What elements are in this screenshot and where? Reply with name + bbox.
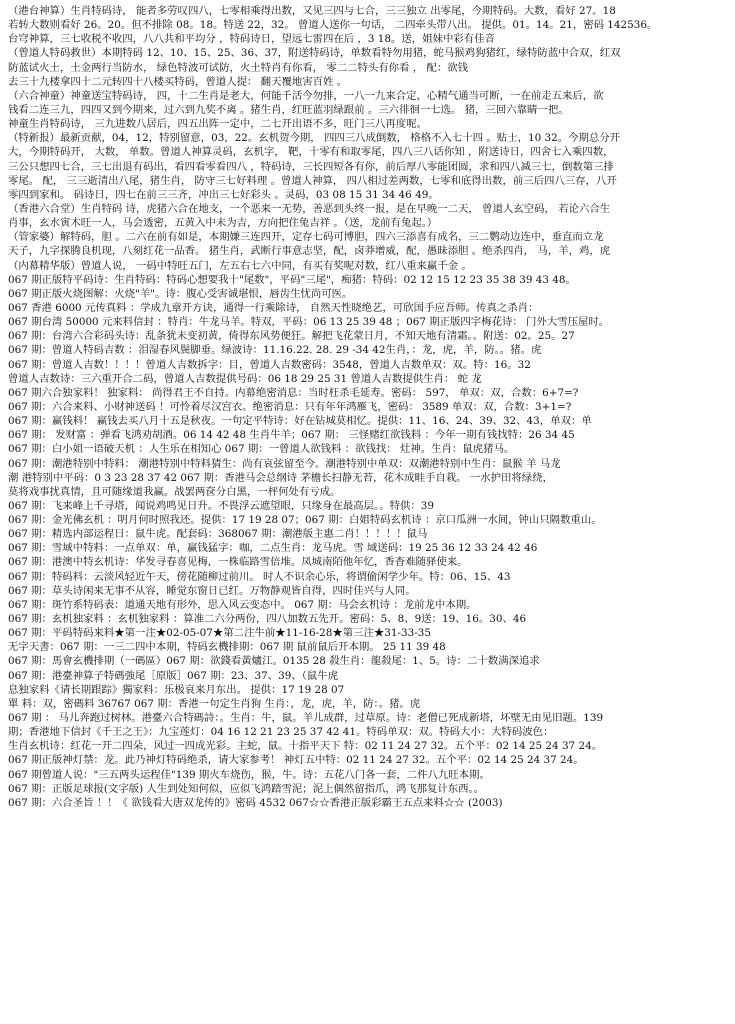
text-line: 钱看二连三九，四四又到今期来，过六到九奖不离 。猪生肖，红旺蓝羽绿跟前 。三六徘徊一七选。 猪，三回六靠睛一把。	[8, 103, 569, 116]
text-line: （管家婆）解特码，胆 。二六在前有如是，本期嫌三连四开，定存七码可博胆，四六三添喜有成名，三二鹦动边连中，垂直而立龙	[8, 231, 604, 244]
text-line: 067 期：赢钱料！ 赢钱去买八月十五是秋夜。一句定平特诗：好在钻城莫相忆。提供：11、16、24、39、32、43，单双：单	[8, 415, 592, 428]
text-line: 零尾。 配， 三三逝清出八尾，猪生肖， 防守三七好料理 。曾道人神算， 四八相过差两数，七零和底得出数，前三后四八三存，八开	[8, 174, 617, 187]
text-line: 无字天書：067 期：一三二四中本期，特码玄機排期：067 期 鼠前鼠后开本期。 25 11 39 48	[8, 641, 446, 654]
text-line: （六合神童）神童送宝特码诗， 四，十二生肖是老大，何能千活今勿排，一八一九来合定，心精气通当可断，一在前走五来后，欲	[8, 89, 604, 102]
text-line: 067 期 ： 马儿奔跑过树林。港臺六合特碼詩：。生肖：牛，鼠。羊儿成群，过草原。诗：老僧已死成新塔，坏壁无由见旧题。139	[8, 712, 604, 725]
text-line: 067 期：港臺神算子特碼強尾［原版］067 期：23、37、39、（鼠牛虎	[8, 669, 339, 682]
text-line: 067 期：港澳中特玄机诗：华发寻春喜见梅，一株临路雪倍堆。凤城南陌他年忆，香杳难随驿使来。	[8, 556, 468, 569]
text-line: 067 期：草头诗闲来无事不从容，睡觉东窗日已红。万物静观皆自得，四时佳兴与人同。	[8, 584, 416, 597]
text-line: 台穹神算，三七收税不收四，八八共和平均分 ，特码诗日，望远七雷四在后 ，3 18。送，姐妹中彩有佳音	[8, 33, 495, 46]
text-line: 潮 港特别中平码：0 3 23 28 37 42 067 期：香港马会总纲诗 茅檐长扫静无苔，花木成畦手自栽。 一水护田将绿绕，	[8, 471, 553, 484]
text-line: 067 期：白小姐一语破天机 ：人生乐在相知心 067 期：一曾道人欲钱料 ：欲钱找： 灶神。生肖：鼠虎猪马。	[8, 443, 515, 456]
text-line: 067 期：雪域中特料：一点单双：单，赢钱猛字：咖，二点生肖：龙马虎。雪 域送码：19 25 36 12 33 24 42 46	[8, 542, 538, 555]
text-line: 生肖玄机诗：红花一开二四朵，风过一四成光彩。主蛇，鼠。十指平天下 特：02 11 24 27 32。五个平：02 14 25 24 37 24。	[8, 740, 603, 753]
text-line: 大，今期特码开， 大数， 单数。曾道人神算灵码，玄机字， 靶，十零有和取零尾，四八三八话你知 ，附送诗日，四舍七入乘四数，	[8, 146, 614, 159]
text-line: 息独家料《请长期跟踪》獨家料：乐极哀来月东出。 提供：17 19 28 07	[8, 683, 345, 696]
text-line: 067 期：六合来料、小财神送码 ！可怜着尽汉宫衣。绝密消息：只有年年鸿雁飞，密码： 3589 单双：双，合数：3+1=?	[8, 400, 572, 413]
text-line: 肖事，玄水寅木旺一人，马会透密，五黄入中未为吉，方向把住兔吉祥 。（送，龙前有兔起。）	[8, 217, 438, 230]
text-line: 067 期正版火烧图解：火烧"羊"。诗：腹心受害诚堪恨，唇齿生忧尚可医。	[8, 287, 353, 300]
text-line: 三公只想四七合，三七出退有码出，看四看零看四八 ，特码诗，三长四短各有你，前后厚八零能团圆，求和四八减三七，倒数第三排	[8, 160, 614, 173]
text-line: 067 期正版特平码诗：生肖特码：特码心想要我十"尾数"，平码"三尾"，痴猪：特码：02 12 15 12 23 35 38 39 43 48。	[8, 273, 576, 286]
text-line: 067 期：精选内部运程日：鼠牛虎。配套码：368067 期：潮港版主惠二肖！！！！！鼠马	[8, 528, 428, 541]
text-line: 莫将戏事扰真情，且可随缘道我赢。战罢两奁分白黑，一枰何处有亏成。	[8, 485, 341, 498]
text-line: 067 期：飞来峰上千寻塔，闻说鸡鸣见日升。不畏浮云遮望眼，只缘身在最高层。。特供：39	[8, 499, 434, 512]
text-line: 067 期： 发财富 ：弹看飞鸿劝胡酒。06 14 42 48 生肖牛羊；067 期： 三怪赌红欲钱料 ：今年一期有钱找特：26 34 45	[8, 429, 575, 442]
text-line: 067 期：台湾六合彩码头诗：乱条犹未变初黄，倚得东风势便狂。解把飞花蒙日月，不知天地有清霜。。附送：02。25。27	[8, 330, 575, 343]
text-line: （曾道人特码救世）本期特码 12、10、15、25、36、37，附送特码诗，单数看特勿用猪，蛇马猴鸡狗猪红，绿特防蓝中合双，红双	[8, 47, 621, 60]
text-line: 067 期：特码料：云淡风轻近午天，傍花随柳过前川。 时人不识余心乐，将谓偷闲学少年。特：06、15、43	[8, 570, 511, 583]
text-line: 067 期：六合圣旨 ！！《 欲钱看大唐双龙传的》密码 4532 067☆☆香港正版彩霸王五点来料☆☆ (2003)	[8, 796, 503, 809]
text-line: （港台神算）生肖特码诗， 能者多劳叹四八，七零相乘得出数，又见三四与七合，三三独立 出零尾，今期特码。大数，看好 27。18	[8, 5, 616, 17]
text-line: 067 期：馬會玄機排期（一碼區）067 期：欲錢看黃爐江。0135 28 殺生肖：龍殺尾：1、5。诗：二十数满深追求	[8, 655, 540, 668]
text-line: 067 香港 6000 元传真料 ：学成九章开方诀，通得一行乘除诗， 自然天性晓绝艺，可欣国手应吾师。传真之杀肖：	[8, 301, 539, 314]
text-line: 神童生肖特码诗， 三九进数八居后，四五出阵一定中，二七开出语不多，旺门三八再度呢。	[8, 118, 427, 131]
text-line: 曾道人吉数诗：三六重开合二码，曾道人吉数提供号码：06 18 29 25 31 曾道人吉数提供生肖： 蛇 龙	[8, 372, 482, 385]
text-line: 067 期曾道人说："三五两头运程佳"139 期火车烧伤，猴，牛。诗：五花八门各一套，二件八九旺本期。	[8, 768, 490, 781]
text-line: 若转大数则看好 26。20。但不排除 08。18。特送 22，32。 曾道人送你一句话， 二四牵头带八出。 提供。01。14。21，密码 142536。	[8, 19, 658, 32]
text-line: 067 期正版神灯禁：龙。此乃神灯特码绝杀，请大家参考！ 神灯五中特：02 11 24 27 32。五个平：02 14 25 24 37 24。	[8, 754, 584, 767]
text-line: 067 期：玄机独家料 ：玄机独家料 ：算准二六分两份，四八加数五先开。密码：5、8、9送：19、16。30、46	[8, 613, 527, 626]
text-line: 067 期：曾道人吉数！！！！曾道人吉数拆字：目，曾道人吉数密码：3548，曾道人吉数单双：双。特：16。32	[8, 358, 531, 371]
text-line: 067 期六合独家料！ 独家料： 尚得君王不自持。内幕绝密消息：当时枉杀毛延寿。密码： 597， 单双：双，合数：6+7=?	[8, 386, 579, 399]
text-line: 067 期：平码特码来料★第一注★02-05-07★第二注牛前★11-16-28★第三注★31-33-35	[8, 627, 431, 640]
text-line: 067 期：潮港特别中特料： 潮港特别中特料猜生：尚有哀弦留至今。潮港特别中单双：双潮港特别中生肖：鼠猴 羊 马龙	[8, 457, 561, 470]
text-line: 期；香港地下信封《千王之王》：九宝莲灯：04 16 12 21 23 25 37 42 41。特码单双：双。特码大小：大特码波色：	[8, 726, 554, 739]
text-line: 067 期：斑竹系特码表：道通天地有形外，思入风云变态中。 067 期：马会玄机诗 ：龙前龙中本期。	[8, 598, 477, 611]
text-line: 067 期：正版足球报(文字版) 人生到处知何似，应似飞鸿踏雪泥；泥上偶然留指爪，鸿飞那复计东西。。	[8, 782, 485, 795]
text-line: 天子，九字探腾良机现，八刻红花一品香。 猪生肖，武断行事意志坚，配，卤莽增威，配，愚昧添胆 。绝杀四肖， 马，羊，鸡，虎	[8, 245, 611, 258]
text-line: 單 料：双，密碼料 36767 067 期：香港一句定生肖狗 生肖：，龙，虎，羊，防：。猪。虎	[8, 697, 421, 710]
lottery-tips-document	[8, 4, 726, 810]
text-line: 零四到家和。 码诗日，四七在前三三齐，冲出三七好彩头 。灵码，03 08 15 31 34 46 49。	[8, 188, 439, 201]
text-line: 去三十九楼拿四十二元转四十八楼买特码，曾道人提： 翻天覆地害百姓 。	[8, 75, 348, 88]
text-line: 防蓝试火土，土金两行当防水， 绿色特波可试防，火土特肖有你看， 零二二特头有你看 ， 配：欲钱	[8, 61, 469, 74]
text-line: 067 期台湾 50000 元来料信封 ：特肖：牛龙马羊。特双，平码：06 13 25 39 48 ；067 期正版四字梅花诗： 门外大雪压屋时。	[8, 316, 610, 329]
text-line: 067 期：金光佛玄机 ：明月何时照我还。提供：17 19 28 07；067 期：白姐特码玄机诗 ：京口瓜洲一水间，钟山只隔数重山。	[8, 514, 602, 527]
text-line: 067 期：曾道人特码吉数 ：泪湿春风鬓脚垂。绿波诗：11.16.22. 28. 29 -34 42生肖，：龙，虎，羊，防。。猪。虎	[8, 344, 542, 357]
text-line: （特新报）最新贡献，04，12，特别留意，03，22。玄机贺今期， 四四三八成倒数， 格格不入七十四 。贴士，10 32。今期总分开	[8, 132, 621, 145]
text-line: （香港六合堂）生肖特码 诗，虎猪六合在地支，一个恶来一无势，善恶到头终一报，是在早晚一二天， 曾道人玄空码， 若论六合生	[8, 202, 611, 215]
text-line: （内幕精华版）曾道人说， 一码中特旺五门，左五右七六中同，有买有奖呢对数，红八重来赢千金 。	[8, 259, 472, 272]
